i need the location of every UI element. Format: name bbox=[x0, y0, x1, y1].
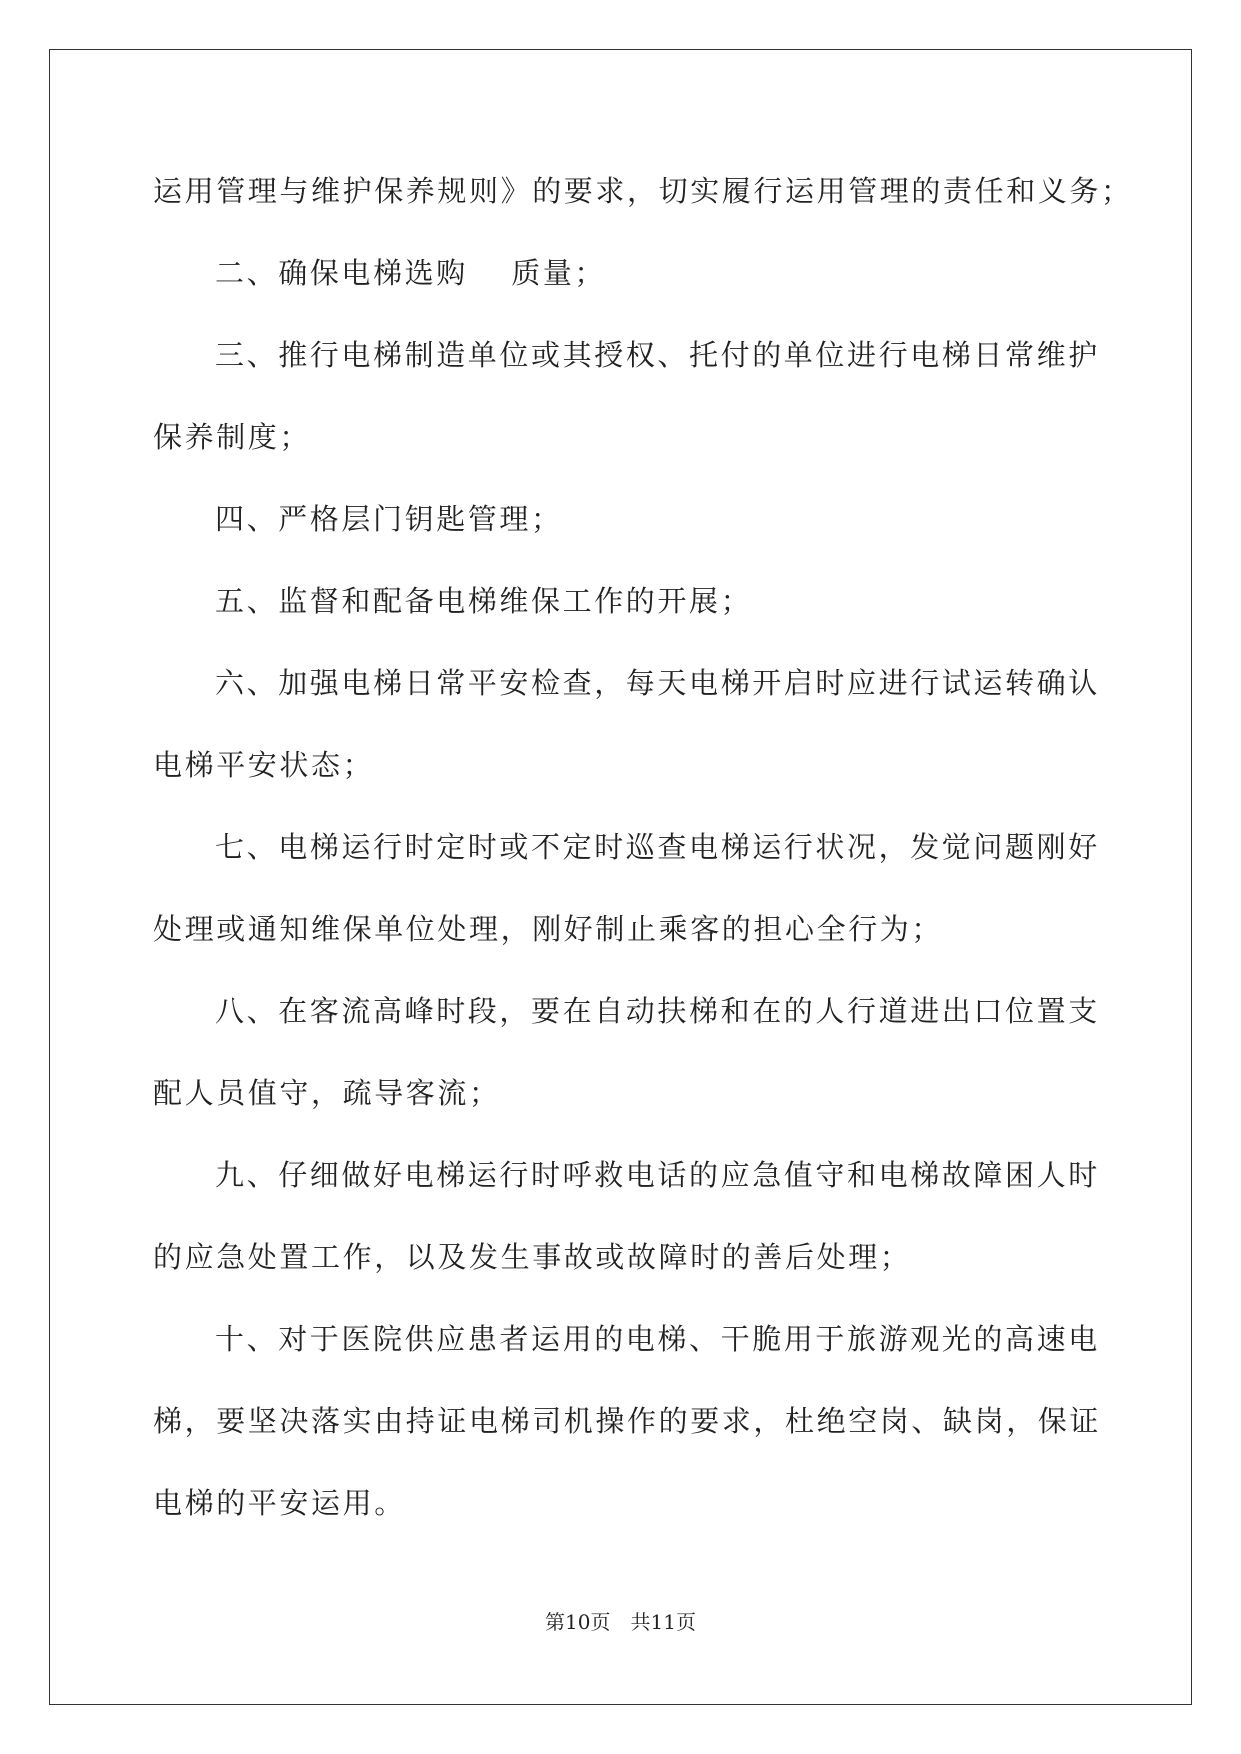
text-line: 七、电梯运行时定时或不定时巡查电梯运行状况，发觉问题刚好 bbox=[215, 830, 1100, 864]
text-line: 四、严格层门钥匙管理； bbox=[215, 502, 563, 536]
text-line: 运用管理与维护保养规则》的要求，切实履行运用管理的责任和义务； bbox=[153, 174, 1133, 208]
text-line: 六、加强电梯日常平安检查，每天电梯开启时应进行试运转确认 bbox=[215, 666, 1100, 700]
text-line: 配人员值守，疏导客流； bbox=[153, 1076, 501, 1110]
text-line: 电梯的平安运用。 bbox=[153, 1486, 406, 1520]
text-line: 十、对于医院供应患者运用的电梯、干脆用于旅游观光的高速电 bbox=[215, 1322, 1100, 1356]
text-line: 保养制度； bbox=[153, 420, 312, 454]
page-number: 第10页 共11页 bbox=[545, 1610, 696, 1634]
text-line: 五、监督和配备电梯维保工作的开展； bbox=[215, 584, 753, 618]
text-line: 九、仔细做好电梯运行时呼救电话的应急值守和电梯故障困人时 bbox=[215, 1158, 1100, 1192]
text-line: 处理或通知维保单位处理，刚好制止乘客的担心全行为； bbox=[153, 912, 944, 946]
text-line: 梯，要坚决落实由持证电梯司机操作的要求，杜绝空岗、缺岗，保证 bbox=[153, 1404, 1102, 1438]
page-border bbox=[49, 49, 1192, 1705]
text-line: 二、确保电梯选购 质量； bbox=[215, 256, 607, 290]
text-line: 的应急处置工作，以及发生事故或故障时的善后处理； bbox=[153, 1240, 912, 1274]
text-line: 三、推行电梯制造单位或其授权、托付的单位进行电梯日常维护 bbox=[215, 338, 1100, 372]
text-line: 八、在客流高峰时段，要在自动扶梯和在的人行道进出口位置支 bbox=[215, 994, 1100, 1028]
text-line: 电梯平安状态； bbox=[153, 748, 375, 782]
